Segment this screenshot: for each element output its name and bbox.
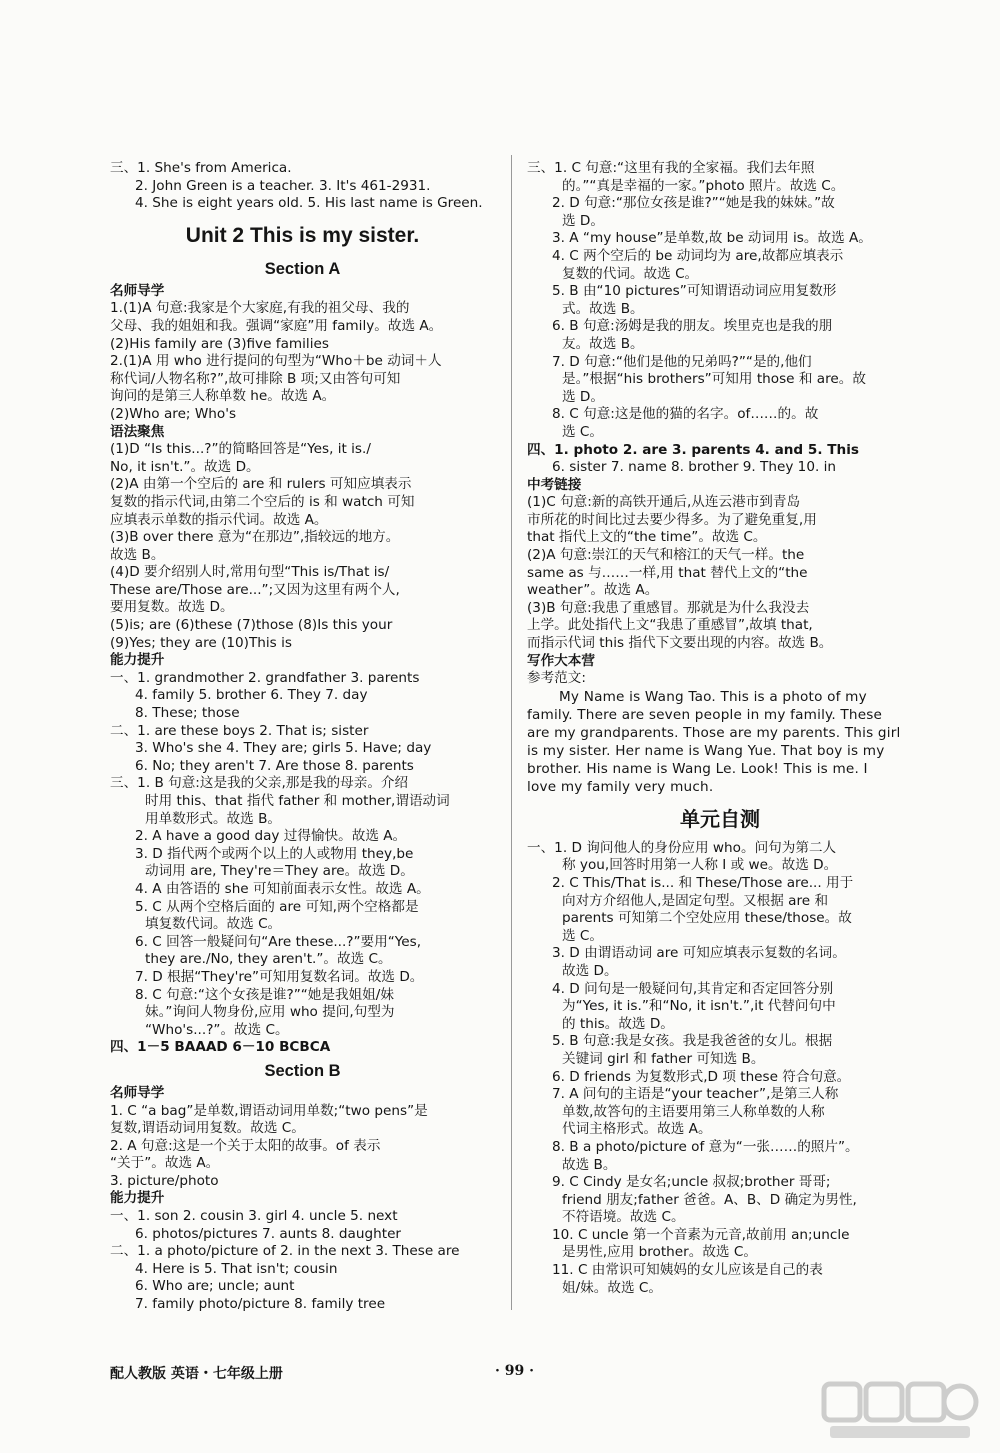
answer-line: 的 this。故选 D。 (562, 1015, 674, 1032)
answer-line: 8. C 句意:这是他的猫的名字。of……的。故 (552, 406, 819, 423)
answer-line: 7. D 句意:“他们是他的兄弟吗?”“是的,他们 (552, 353, 812, 370)
answer-line: 时用 this、that 指代 father 和 mother,谓语动词 (145, 793, 450, 809)
answer-line: 4. Here is 5. That isn't; cousin (135, 1260, 338, 1277)
answer-line: 一、1. D 询问他人的身份应用 who。问句为第二人 (527, 839, 837, 856)
essay-line: brother. His name is Wang Le. Look! This is me. I (527, 760, 868, 777)
answer-line: 故选 D。 (562, 962, 618, 979)
answer-line: “关于”。故选 A。 (110, 1155, 220, 1172)
sample-essay (527, 688, 913, 796)
answer-line: 单数,故答句的主语要用第三人称单数的人称 (562, 1103, 825, 1120)
answer-line: 6. D friends 为复数形式,D 项 these 符合句意。 (552, 1068, 851, 1085)
answer-line: 6. photos/pictures 7. aunts 8. daughter (135, 1225, 402, 1242)
right-column (527, 160, 913, 1297)
answer-line: 关键词 girl 和 father 可知选 B。 (562, 1050, 765, 1067)
answer-line: 代词主格形式。故选 A。 (562, 1121, 712, 1138)
unit-test-answers (527, 840, 913, 1297)
answer-line: 7. D 根据“They're”可知用复数名词。故选 D。 (135, 968, 424, 985)
answer-line: 8. C 句意:“这个女孩是谁?”“她是我姐姐/妹 (135, 986, 394, 1003)
answer-line: 选 D。 (562, 388, 604, 405)
answer-line: 6. Who are; uncle; aunt (135, 1278, 295, 1295)
answer-line: 3. D 由谓语动词 are 可知应填表示复数的名词。 (552, 945, 846, 962)
answer-line: 动词用 are, They're＝They are。故选 D。 (145, 863, 414, 880)
answer-line: 三、1. She's from America. (110, 160, 292, 176)
section-b-answers (110, 1085, 495, 1314)
answer-line: 4. family 5. brother 6. They 7. day (135, 687, 368, 704)
answer-line: 不符语境。故选 C。 (562, 1209, 685, 1226)
answer-line: 市所花的时间比过去要少得多。为了避免重复,用 (527, 511, 817, 528)
answer-line: parents 可知第二个空处应用 these/those。故 (562, 910, 852, 927)
answer-line: 8. These; those (135, 705, 240, 722)
answer-line: 为“Yes, it is.”和“No, it isn't.”,it 代替问句中 (562, 998, 836, 1015)
answer-line: (9)Yes; they are (10)This is (110, 634, 292, 651)
answer-line: 10. C uncle 第一个音素为元音,故前用 an;uncle (552, 1226, 850, 1243)
answer-line: 选 C。 (562, 423, 604, 440)
answer-line: 三、1. C 句意:“这里有我的全家福。我们去年照 (527, 160, 815, 176)
answer-line: 6. No; they aren't 7. Are those 8. parents (135, 757, 414, 774)
essay-line: My Name is Wang Tao. This is a photo of my (559, 688, 867, 705)
answer-line: 一、1. son 2. cousin 3. girl 4. uncle 5. next (110, 1208, 398, 1225)
answer-line: 要用复数。故选 D。 (110, 599, 234, 616)
answer-line: 3. A “my house”是单数,故 be 动词用 is。故选 A。 (552, 230, 872, 247)
answer-line: 8. B a photo/picture of 意为“一张……的照片”。 (552, 1138, 859, 1155)
essay-line: love my family very much. (527, 778, 714, 795)
answer-line: 二、1. a photo/picture of 2. in the next 3. These are (110, 1243, 460, 1260)
answer-line: (5)is; are (6)these (7)those (8)Is this your (110, 617, 393, 634)
answer-line: 三、1. B 句意:这是我的父亲,那是我的母亲。介绍 (110, 775, 409, 792)
answer-line: 7. family photo/picture 8. family tree (135, 1296, 386, 1313)
answer-line: 一、1. grandmother 2. grandfather 3. parents (110, 669, 420, 686)
answer-line: 称 you,回答时用第一人称 I 或 we。故选 D。 (562, 857, 838, 874)
answer-line: 复数,谓语动词用复数。故选 C。 (110, 1120, 305, 1137)
answer-line: 2. C This/That is... 和 These/Those are... 用于 (552, 875, 854, 891)
answer-line: 父母、我的姐姐和我。强调“家庭”用 family。故选 A。 (110, 317, 443, 334)
answer-line: 9. C Cindy 是女名;uncle 叔叔;brother 哥哥; (552, 1174, 831, 1191)
book-info: 配人教版 英语・七年级上册 (110, 1366, 283, 1382)
answer-line: 2. A 句意:这是一个关于太阳的故事。of 表示 (110, 1137, 381, 1154)
column-divider (511, 155, 512, 1310)
answer-line: 向对方介绍他人,是固定句型。又根据 are 和 (562, 892, 829, 909)
answer-line: 4. She is eight years old. 5. His last name is Green. (135, 195, 483, 212)
answer-line: that 指代上文的“the time”。故选 C。 (527, 529, 767, 546)
answer-line: 复数的指示代词,由第二个空后的 is 和 watch 可知 (110, 493, 415, 510)
answer-line: (2)Who are; Who's (110, 405, 237, 422)
answer-line: 式。故选 B。 (562, 300, 644, 317)
answer-line: 7. A 问句的主语是“your teacher”,是第三人称 (552, 1086, 839, 1103)
answer-heading: 写作大本营 (527, 652, 595, 669)
essay-line: is my sister. Her name is Wang Yue. That boy is my (527, 742, 885, 759)
answer-line: same as 与……一样,用 that 替代上文的“the (527, 564, 808, 581)
answer-line: No, it isn't.”。故选 D。 (110, 458, 260, 475)
answer-line: 2. John Green is a teacher. 3. It's 461-2931. (135, 177, 431, 194)
answer-line: 5. C 从两个空格后面的 are 可知,两个空格都是 (135, 898, 419, 915)
answer-heading: 语法聚焦 (110, 423, 165, 440)
answer-line: 姐/妹。故选 C。 (562, 1279, 662, 1296)
answer-line: 是男性,应用 brother。故选 C。 (562, 1244, 757, 1261)
answer-watermark-icon (820, 1378, 980, 1443)
answer-heading: 名师导学 (110, 282, 165, 299)
answer-line: 上学。此处指代上文“我患了重感冒”,故填 that, (527, 617, 813, 634)
essay-line: family. There are seven people in my family. These (527, 706, 883, 723)
answer-line: 6. sister 7. name 8. brother 9. They 10. in (552, 459, 837, 476)
answer-line: 二、1. are these boys 2. That is; sister (110, 722, 369, 739)
answer-line: 而指示代词 this 指代下文要出现的内容。故选 B。 (527, 635, 833, 652)
answer-line: 5. B 句意:我是女孩。我是我爸爸的女儿。根据 (552, 1033, 833, 1050)
answer-heading: 能力提升 (110, 652, 165, 669)
answer-line: 用单数形式。故选 B。 (145, 810, 281, 827)
answer-line: (1)C 句意:新的高铁开通后,从连云港市到青岛 (527, 494, 801, 511)
answer-line: 4. C 两个空后的 be 动词均为 are,故都应填表示 (552, 247, 844, 264)
answer-heading: 四、1. photo 2. are 3. parents 4. and 5. This (527, 441, 859, 458)
answer-line: (2)His family are (3)five families (110, 335, 329, 352)
unit-title: Unit 2 This is my sister. (185, 223, 420, 247)
answer-line: 故选 B。 (562, 1156, 617, 1173)
answer-line: 选 C。 (562, 927, 604, 944)
answer-line: 是。”根据“his brothers”可知用 those 和 are。故 (562, 371, 866, 388)
answer-line: 1.(1)A 句意:我家是个大家庭,有我的祖父母、我的 (110, 300, 410, 317)
answer-line: (3)B over there 意为“在那边”,指较远的地方。 (110, 529, 400, 546)
answer-line: 友。故选 B。 (562, 335, 644, 352)
answer-line: 参考范文: (527, 670, 586, 687)
answer-line: 2. D 句意:“那位女孩是谁?”“她是我的妹妹。”故 (552, 195, 835, 212)
answer-line: 选 D。 (562, 212, 604, 229)
answer-line: 称代词/人物名称?”,故可排除 B 项;又由答句可知 (110, 370, 401, 387)
answer-line: 填复数代词。故选 C。 (145, 916, 282, 933)
answer-line: 3. picture/photo (110, 1172, 219, 1189)
section-b-continued-answers (527, 160, 913, 688)
answer-line: (3)B 句意:我患了重感冒。那就是为什么我没去 (527, 599, 810, 616)
answer-heading: 四、1－5 BAAAD 6－10 BCBCA (110, 1039, 331, 1056)
answer-line: 询问的是第三人称单数 he。故选 A。 (110, 388, 336, 405)
answer-line: 4. A 由答语的 she 可知前面表示女性。故选 A。 (135, 880, 430, 897)
answer-line: 6. B 句意:汤姆是我的朋友。埃里克也是我的朋 (552, 318, 833, 335)
answer-line: they are./No, they aren't.”。故选 C。 (145, 951, 392, 968)
answer-heading: 名师导学 (110, 1084, 165, 1101)
answer-line: 故选 B。 (110, 546, 165, 563)
answer-line: (1)D “Is this...?”的简略回答是“Yes, it is./ (110, 441, 371, 458)
answer-heading: 中考链接 (527, 476, 582, 493)
answer-line: (4)D 要介绍别人时,常用句型“This is/That is/ (110, 564, 390, 581)
answer-line: 的。”“真是幸福的一家。”photo 照片。故选 C。 (562, 177, 845, 194)
answer-line: 妹。”询问人物身份,应用 who 提问,句型为 (145, 1004, 395, 1021)
answer-line: 4. D 问句是一般疑问句,其肯定和否定回答分别 (552, 980, 834, 997)
answer-line: 复数的代词。故选 C。 (562, 265, 699, 282)
section-a-title: Section A (264, 259, 341, 278)
answer-heading: 能力提升 (110, 1190, 165, 1207)
answer-line: 应填表示单数的指示代词。故选 A。 (110, 511, 328, 528)
unit-test-title: 单元自测 (680, 806, 760, 831)
answer-line: 6. C 回答一般疑问句“Are these...?”要用“Yes, (135, 933, 422, 950)
answer-line: 3. D 指代两个或两个以上的人或物用 they,be (135, 845, 414, 862)
answer-line: These are/Those are...”;又因为这里有两个人, (110, 581, 400, 598)
answer-line: 1. C “a bag”是单数,谓语动词用单数;“two pens”是 (110, 1102, 428, 1119)
prev-unit-answers (110, 160, 495, 213)
answer-line: weather”。故选 A。 (527, 582, 659, 599)
answer-line: 3. Who's she 4. They are; girls 5. Have; day (135, 740, 432, 757)
section-b-title: Section B (264, 1061, 341, 1080)
answer-line: 11. C 由常识可知姨妈的女儿应该是自己的表 (552, 1262, 823, 1279)
section-a-answers (110, 283, 495, 1057)
answer-line: “Who's...?”。故选 C。 (145, 1021, 289, 1038)
page-number: · 99 · (495, 1363, 534, 1379)
answer-line: friend 朋友;father 爸爸。A、B、D 确定为男性, (562, 1191, 857, 1208)
answer-line: 5. B 由“10 pictures”可知谓语动词应用复数形 (552, 283, 837, 300)
left-column (110, 160, 495, 1314)
answer-line: 2. A have a good day 过得愉快。故选 A。 (135, 828, 407, 845)
answer-line: (2)A 句意:崇江的天气和榕江的天气一样。the (527, 547, 805, 564)
essay-line: are my grandparents. Those are my parents. This girl (527, 724, 901, 741)
answer-line: 2.(1)A 用 who 进行提问的句型为“Who＋be 动词＋人 (110, 353, 442, 370)
answer-line: (2)A 由第一个空后的 are 和 rulers 可知应填表示 (110, 476, 412, 493)
